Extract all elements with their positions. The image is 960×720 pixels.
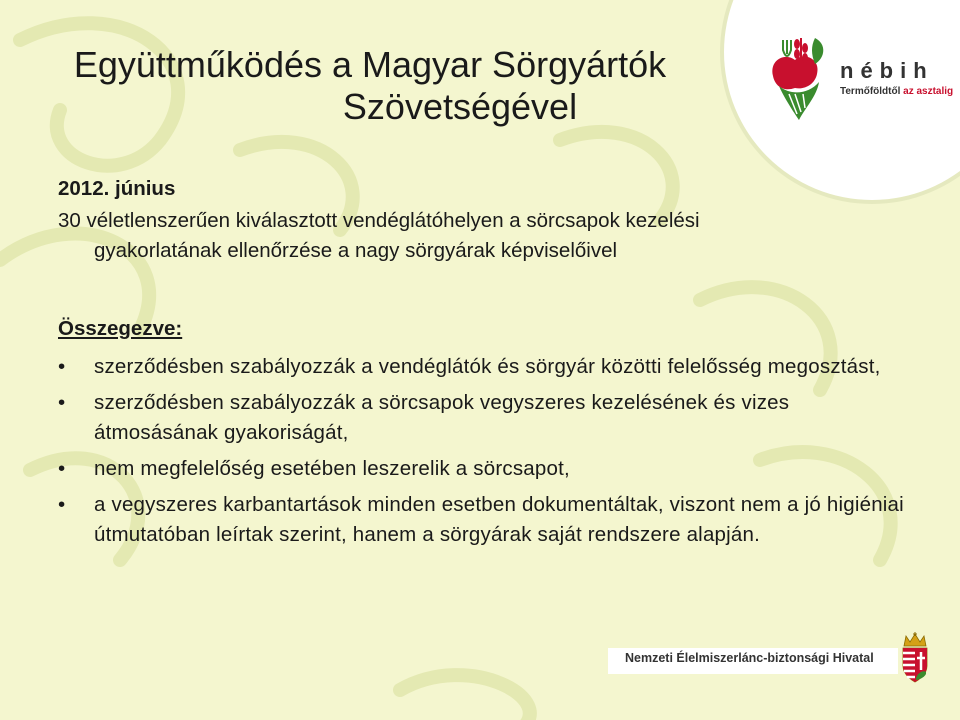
logo-tagline-accent: az asztalig bbox=[903, 86, 954, 97]
summary-heading: Összegezve: bbox=[58, 317, 183, 340]
slide-content bbox=[58, 174, 908, 556]
logo-brand-name: nébih bbox=[840, 58, 934, 83]
bullet-dot-icon: • bbox=[58, 391, 66, 414]
slide-title-line1: Együttműködés a Magyar Sörgyártók bbox=[73, 44, 667, 85]
slide-title-line2: Szövetségével bbox=[342, 86, 578, 127]
logo-tagline-prefix: Termőföldtől bbox=[840, 86, 904, 97]
list-item bbox=[58, 388, 908, 448]
bullet-dot-icon: • bbox=[58, 355, 66, 378]
logo-tagline bbox=[840, 86, 953, 97]
bullet-text: szerződésben szabályozzák a vendéglátók és sörgyár közötti felelősség megosztást, bbox=[94, 355, 881, 378]
bullet-dot-icon: • bbox=[58, 457, 66, 480]
list-item bbox=[58, 352, 908, 382]
intro-paragraph bbox=[58, 206, 908, 266]
hungarian-coat-of-arms-icon bbox=[900, 632, 930, 684]
bullet-text: a vegyszeres karbantartások minden esetben dokumentáltak, viszont nem a jó higiéniai útmutatóban leírtak szerint, hanem a sörgyárak saját rendszere alapján. bbox=[94, 493, 904, 546]
intro-line1: 30 véletlenszerűen kiválasztott vendéglátóhelyen a sörcsapok kezelési bbox=[58, 209, 700, 232]
nebih-logo-icon bbox=[765, 34, 827, 126]
list-item bbox=[58, 490, 908, 550]
bullet-dot-icon: • bbox=[58, 493, 66, 516]
intro-line2: gyakorlatának ellenőrzése a nagy sörgyárak képviselőivel bbox=[94, 239, 618, 262]
slide-title bbox=[40, 44, 740, 128]
list-item bbox=[58, 454, 908, 484]
bullet-text: szerződésben szabályozzák a sörcsapok vegyszeres kezelésének és vizes átmosásának gyakoriságát, bbox=[94, 391, 790, 444]
summary-bullet-list bbox=[58, 352, 908, 550]
footer-org-name: Nemzeti Élelmiszerlánc-biztonsági Hivatal bbox=[625, 651, 874, 665]
date-label: 2012. június bbox=[58, 177, 176, 200]
bullet-text: nem megfelelőség esetében leszerelik a sörcsapot, bbox=[94, 457, 570, 480]
